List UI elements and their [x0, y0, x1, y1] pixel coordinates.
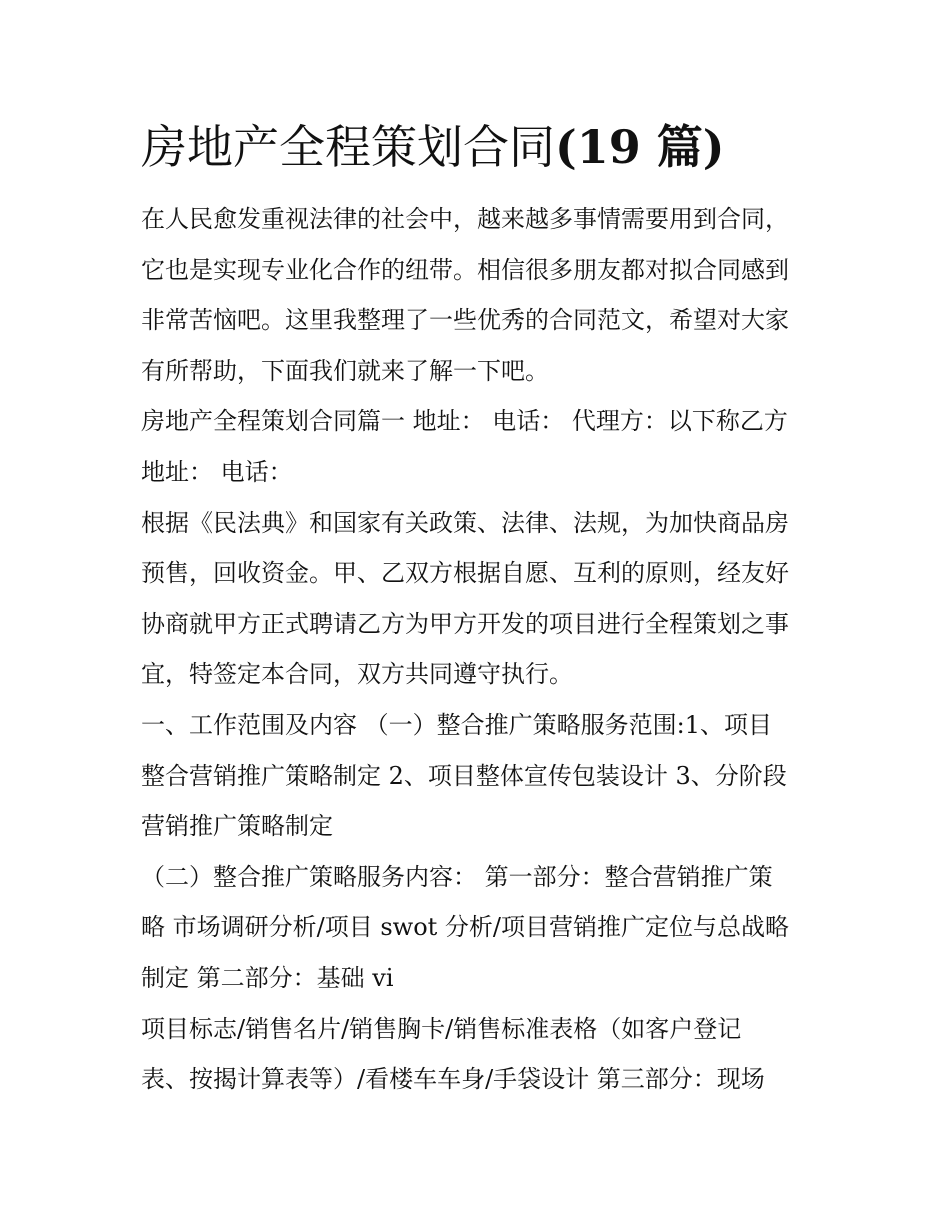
contract-basis-paragraph — [141, 498, 813, 700]
document-title — [141, 112, 813, 182]
text-line: 协商就甲方正式聘请乙方为甲方开发的项目进行全程策划之事 — [141, 609, 789, 638]
text-line: 非常苦恼吧。这里我整理了一些优秀的合同范文，希望对大家 — [141, 306, 789, 335]
text-line: 略 市场调研分析/项目 swot 分析/项目营销推广定位与总战略 — [141, 913, 790, 942]
text-line: 一、工作范围及内容 （一）整合推广策略服务范围:1、项目 — [141, 710, 772, 739]
contract-header-paragraph — [141, 396, 813, 497]
text-line: 在人民愈发重视法律的社会中，越来越多事情需要用到合同， — [141, 205, 789, 233]
text-line: 根据《民法典》和国家有关政策、法律、法规，为加快商品房 — [141, 508, 789, 537]
document-page — [141, 112, 813, 1105]
text-line: 整合营销推广策略制定 2、项目整体宣传包装设计 3、分阶段 — [141, 761, 787, 790]
document-title-suffix: (19 篇) — [555, 120, 725, 174]
text-line: 它也是实现专业化合作的纽带。相信很多朋友都对拟合同感到 — [141, 255, 789, 284]
scope-paragraph — [141, 700, 813, 852]
text-line: 有所帮助，下面我们就来了解一下吧。 — [141, 356, 549, 385]
service-content-paragraph — [141, 852, 813, 1004]
intro-paragraph — [141, 194, 813, 396]
text-line: 表、按揭计算表等）/看楼车车身/手袋设计 第三部分：现场 — [141, 1065, 765, 1094]
text-line: （二）整合推广策略服务内容： 第一部分：整合营销推广策 — [141, 862, 773, 891]
text-line: 宜，特签定本合同，双方共同遵守执行。 — [141, 660, 573, 689]
text-line: 项目标志/销售名片/销售胸卡/销售标准表格（如客户登记 — [141, 1014, 742, 1043]
text-line: 营销推广策略制定 — [141, 812, 333, 841]
text-line: 预售，回收资金。甲、乙双方根据自愿、互利的原则，经友好 — [141, 559, 789, 588]
text-line: 房地产全程策划合同篇一 地址： 电话： 代理方：以下称乙方 — [141, 407, 788, 436]
vi-items-paragraph — [141, 1004, 813, 1105]
text-line: 制定 第二部分：基础 vi — [141, 963, 394, 992]
document-title-main: 房地产全程策划合同 — [141, 120, 555, 174]
text-line: 地址： 电话： — [141, 457, 293, 486]
